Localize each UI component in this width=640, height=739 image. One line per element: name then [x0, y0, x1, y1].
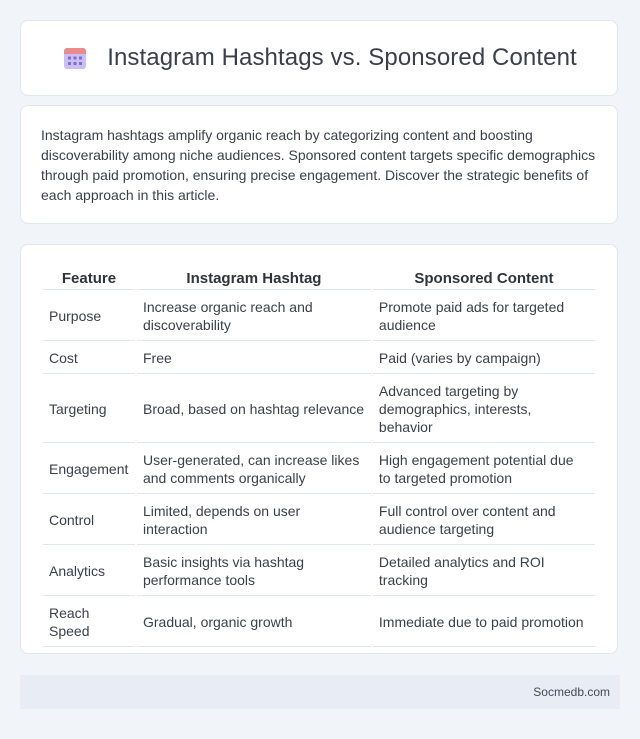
feature-cell: Control: [43, 496, 135, 545]
feature-cell: Analytics: [43, 547, 135, 596]
footer-site-link[interactable]: Socmedb.com: [533, 685, 610, 699]
feature-cell: Targeting: [43, 376, 135, 443]
feature-cell: Engagement: [43, 445, 135, 494]
hashtag-cell: Free: [137, 343, 371, 374]
table-row: [43, 445, 595, 494]
feature-cell: Cost: [43, 343, 135, 374]
sponsored-cell: Promote paid ads for targeted audience: [373, 292, 595, 341]
hashtag-cell: Gradual, organic growth: [137, 598, 371, 647]
sponsored-cell: Full control over content and audience targeting: [373, 496, 595, 545]
table-row: [43, 547, 595, 596]
feature-cell: Reach Speed: [43, 598, 135, 647]
table-row: [43, 598, 595, 647]
table-header-row: [43, 267, 595, 290]
page-title: Instagram Hashtags vs. Sponsored Content: [107, 44, 577, 71]
sponsored-cell: Advanced targeting by demographics, interests, behavior: [373, 376, 595, 443]
header-instagram-hashtag: Instagram Hashtag: [137, 267, 371, 290]
table-row: [43, 343, 595, 374]
sponsored-cell: Detailed analytics and ROI tracking: [373, 547, 595, 596]
hashtag-cell: Increase organic reach and discoverability: [137, 292, 371, 341]
comparison-table: [41, 265, 597, 649]
sponsored-cell: Immediate due to paid promotion: [373, 598, 595, 647]
hashtag-cell: Limited, depends on user interaction: [137, 496, 371, 545]
header-feature: Feature: [43, 267, 135, 290]
title-card: [20, 20, 618, 96]
table-row: [43, 376, 595, 443]
sponsored-cell: Paid (varies by campaign): [373, 343, 595, 374]
hashtag-cell: Basic insights via hashtag performance tools: [137, 547, 371, 596]
footer: [20, 675, 620, 709]
hashtag-cell: User-generated, can increase likes and comments organically: [137, 445, 371, 494]
header-sponsored-content: Sponsored Content: [373, 267, 595, 290]
table-row: [43, 496, 595, 545]
intro-card: [20, 105, 618, 224]
feature-cell: Purpose: [43, 292, 135, 341]
calendar-icon: [61, 44, 89, 72]
table-row: [43, 292, 595, 341]
hashtag-cell: Broad, based on hashtag relevance: [137, 376, 371, 443]
sponsored-cell: High engagement potential due to targeted promotion: [373, 445, 595, 494]
intro-text: Instagram hashtags amplify organic reach by categorizing content and boosting discoverability among niche audiences. Sponsored content targets specific demographics through paid promotion, ensuring precise engagement. Discover the strategic benefits of each approach in this article.: [41, 127, 596, 203]
comparison-card: [20, 244, 618, 654]
